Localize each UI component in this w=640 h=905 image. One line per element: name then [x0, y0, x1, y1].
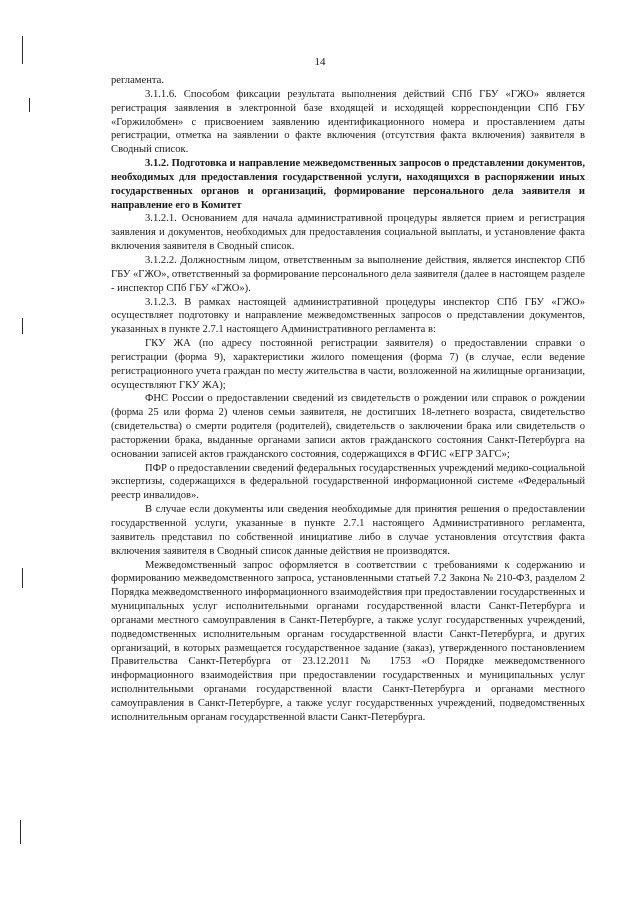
document-body [111, 74, 585, 725]
paragraph-3-1-2-2: 3.1.2.2. Должностным лицом, ответственным за выполнение действия, является инспектор СПб ГБУ «ГЖО», ответственный за формирование персонального дела заявителя (далее в настоящем разделе - инспектор СПб ГБУ «ГЖО»). [111, 254, 585, 294]
paragraph-exception: В случае если документы или сведения необходимые для принятия решения о предоставлении государственной услуги, указанные в пункте 2.7.1 настоящего Административного регламента, заявитель представил по собственной инициативе либо в случае установления отсутствия факта включения заявителя в Сводный список данные действия не производятся. [111, 504, 585, 557]
section-heading-3-1-2: 3.1.2. Подготовка и направление межведомственных запросов о представлении документов, необходимых для предоставления государственной услуги, находящихся в распоряжении иных государственных органов и организаций, формирование персонального дела заявителя и направление его в Комитет [111, 158, 585, 211]
list-item-pfr: ПФР о предоставлении сведений федеральных государственных учреждений медико-социальной экспертизы, содержащихся в федеральной государственной информационной системе «Федеральный реестр инвалидов». [111, 462, 586, 502]
margin-mark [22, 318, 23, 334]
margin-mark [29, 98, 30, 112]
margin-mark [20, 820, 21, 844]
list-item-gku-zha: ГКУ ЖА (по адресу постоянной регистрации заявителя) о предоставлении справки о регистрации (форма 9), характеристики жилого помещения (форма 7) (в случае, если ведение регистрационного учета граждан по месту жительства в части, возложенной на жилищные организации, осуществляют ГКУ ЖА); [111, 338, 585, 391]
paragraph-request-requirements: Межведомственный запрос оформляется в соответствии с требованиями к содержанию и формированию межведомственного запроса, установленными статьей 7.2 Закона № 210-ФЗ, разделом 2 Порядка межведомственного информационного взаимодействия при предоставлении государственных и муниципальных услуг исполнительными органами государственной власти Санкт-Петербурга и органами местного самоуправления в Санкт-Петербурге, а также услуг государственных учреждений, подведомственных исполнительным органам государственной власти Санкт-Петербурга, и других организаций, в которых размещается государственное задание (заказ), утвержденного постановлением Правительства Санкт-Петербурга от 23.12.2011 № 1753 «О Порядке межведомственного информационного взаимодействия при предоставлении государственных и муниципальных услуг исполнительными органами государственной власти Санкт-Петербурга и органами местного самоуправления в Санкт-Петербурге, а также услуг государственных учреждений, подведомственных исполнительным органам государственной власти Санкт-Петербурга. [111, 559, 585, 723]
paragraph-3-1-2-3: 3.1.2.3. В рамках настоящей административной процедуры инспектор СПб ГБУ «ГЖО» осуществляет подготовку и направление межведомственных запросов о представлении документов, указанных в пункте 2.7.1 настоящего Административного регламента в: [111, 296, 585, 336]
page-number: 14 [314, 56, 326, 68]
paragraph-3-1-1-6: 3.1.1.6. Способом фиксации результата выполнения действий СПб ГБУ «ГЖО» является регистрация заявления в электронной базе входящей и исходящей корреспонденции СПб ГБУ «Горжилобмен» с присвоением заявлению идентификационного номера и проставлением даты регистрации, отметка на заявлении о факте включения (отсутствия факта включения) заявителя в Сводный список. [111, 88, 585, 156]
paragraph-3-1-2-1: 3.1.2.1. Основанием для начала административной процедуры является прием и регистрация заявления и документов, необходимых для предоставления социальной выплаты, и установление факта включения заявителя в Сводный список. [111, 213, 585, 253]
list-item-fns: ФНС России о предоставлении сведений из свидетельств о рождении или справок о рождении (форма 25 или форма 2) членов семьи заявителя, не достигших 18-летнего возраста, свидетельство (свидетельства) о смерти родителя (родителей), свидетельств о заключении брака или свидетельств о расторжении брака, выданные органами записи актов гражданского состояния Санкт-Петербурга на основании записей актов гражданского состояния, содержащихся в ФГИС «ЕГР ЗАГС»; [111, 393, 585, 460]
paragraph-continuation: регламента. [111, 75, 164, 86]
margin-mark [22, 568, 23, 588]
